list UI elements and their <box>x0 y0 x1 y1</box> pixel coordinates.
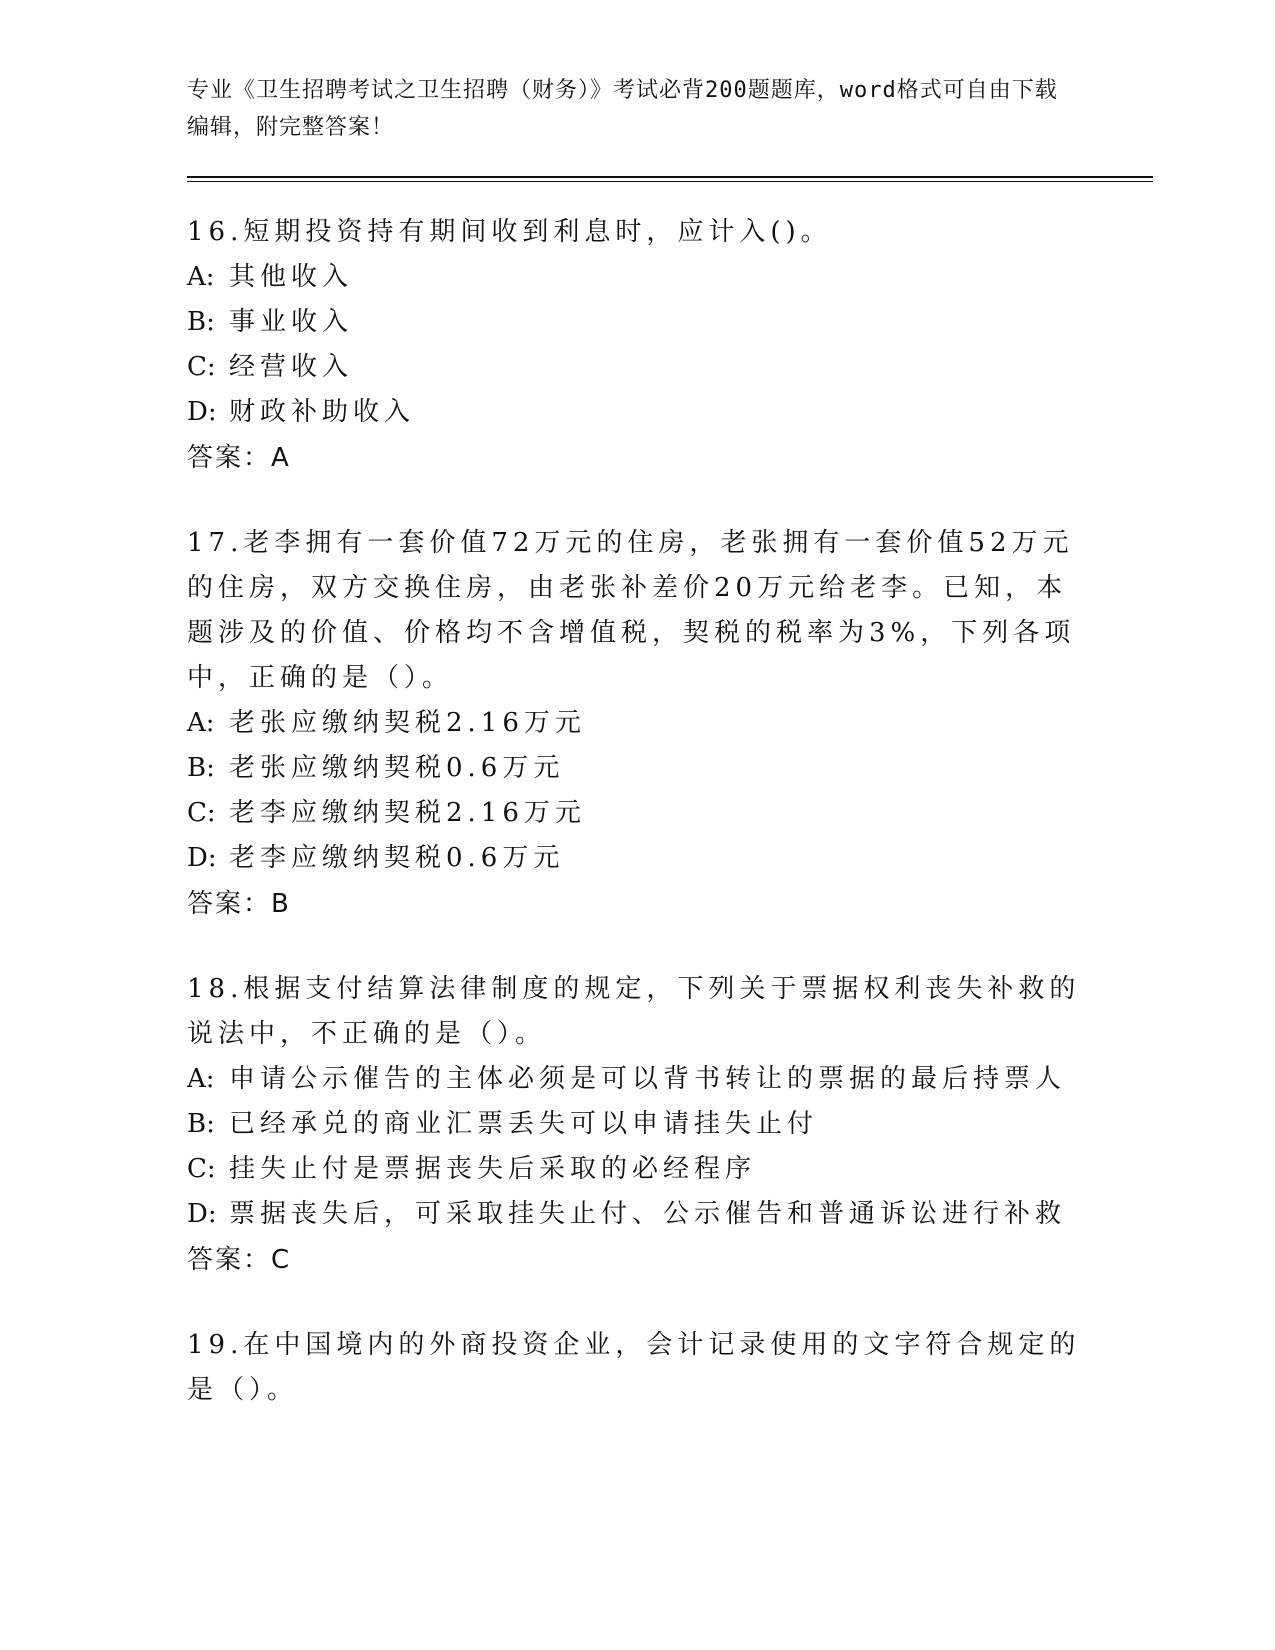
answer-label: 答案：A <box>187 443 291 473</box>
option-letter: D: <box>187 397 217 427</box>
option-d <box>187 1192 1087 1237</box>
option-letter: A: <box>187 262 215 292</box>
question-list <box>187 210 1087 1453</box>
option-letter: D: <box>187 1199 217 1229</box>
option-letter: C: <box>187 798 216 828</box>
option-letter: A: <box>187 708 215 738</box>
option-letter: B: <box>187 1109 215 1139</box>
document-header: 专业《卫生招聘考试之卫生招聘（财务）》考试必背200题题库，word格式可自由下载编辑，附完整答案！ <box>187 78 1058 140</box>
option-a <box>187 701 1087 746</box>
question-stem: 19.在中国境内的外商投资企业，会计记录使用的文字符合规定的是（）。 <box>187 1330 1081 1405</box>
answer-label: 答案：B <box>187 889 291 919</box>
question-16 <box>187 210 1087 481</box>
option-letter: C: <box>187 352 216 382</box>
option-text: 老张应缴纳契税0.6万元 <box>229 753 565 783</box>
option-a <box>187 1057 1087 1102</box>
header-divider-thin <box>187 181 1153 182</box>
option-text: 老李应缴纳契税0.6万元 <box>229 843 565 873</box>
option-text: 已经承兑的商业汇票丢失可以申请挂失止付 <box>229 1109 819 1139</box>
question-18 <box>187 967 1087 1283</box>
answer-label: 答案：C <box>187 1245 292 1275</box>
option-c <box>187 345 1087 390</box>
option-text: 经营收入 <box>229 352 354 382</box>
option-c <box>187 1147 1087 1192</box>
option-b <box>187 300 1087 345</box>
option-letter: B: <box>187 307 215 337</box>
option-d <box>187 390 1087 435</box>
question-stem: 18.根据支付结算法律制度的规定，下列关于票据权利丧失补救的说法中，不正确的是（）。 <box>187 974 1081 1049</box>
option-text: 挂失止付是票据丧失后采取的必经程序 <box>229 1154 757 1184</box>
question-19 <box>187 1323 1087 1413</box>
option-d <box>187 836 1087 881</box>
question-stem: 17.老李拥有一套价值72万元的住房，老张拥有一套价值52万元的住房，双方交换住房，由老张补差价20万元给老李。已知，本题涉及的价值、价格均不含增值税，契税的税率为3%，下列各项中，正确的是（）。 <box>187 528 1076 693</box>
option-text: 其他收入 <box>229 262 354 292</box>
header-divider-thick <box>187 176 1153 178</box>
option-text: 申请公示催告的主体必须是可以背书转让的票据的最后持票人 <box>229 1064 1067 1094</box>
option-text: 老张应缴纳契税2.16万元 <box>229 708 586 738</box>
option-letter: D: <box>187 843 217 873</box>
question-stem: 16.短期投资持有期间收到利息时，应计入()。 <box>187 217 832 247</box>
option-text: 老李应缴纳契税2.16万元 <box>229 798 586 828</box>
option-text: 事业收入 <box>229 307 354 337</box>
question-17 <box>187 521 1087 927</box>
option-text: 票据丧失后，可采取挂失止付、公示催告和普通诉讼进行补救 <box>229 1199 1067 1229</box>
option-text: 财政补助收入 <box>229 397 416 427</box>
option-a <box>187 255 1087 300</box>
option-letter: A: <box>187 1064 215 1094</box>
option-b <box>187 746 1087 791</box>
option-b <box>187 1102 1087 1147</box>
option-letter: C: <box>187 1154 216 1184</box>
option-c <box>187 791 1087 836</box>
option-letter: B: <box>187 753 215 783</box>
